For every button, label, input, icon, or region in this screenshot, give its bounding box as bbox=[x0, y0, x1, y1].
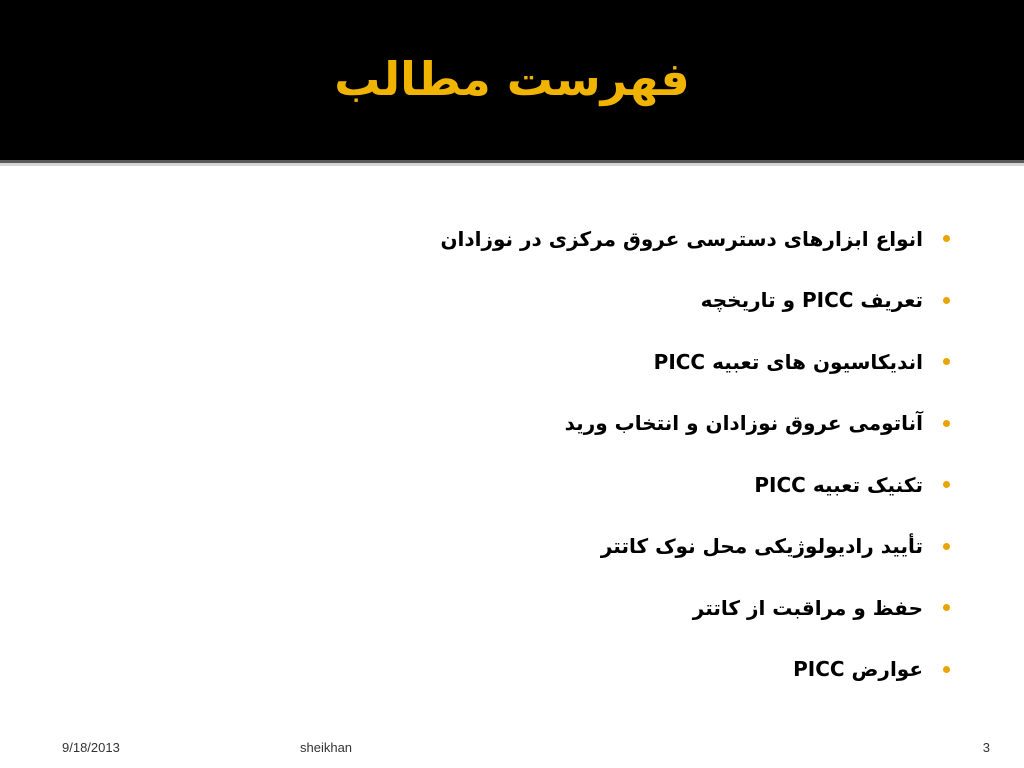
title-bar bbox=[0, 0, 1024, 160]
bullet-text: تعریف PICC و تاریخچه bbox=[700, 288, 923, 313]
bullet-item bbox=[350, 577, 950, 639]
bullet-dot-icon bbox=[943, 358, 950, 365]
bullet-dot-icon bbox=[943, 604, 950, 611]
bullet-dot-icon bbox=[943, 481, 950, 488]
bullet-text: عوارض PICC bbox=[793, 657, 923, 682]
bullet-item bbox=[350, 516, 950, 578]
bullet-text: تأیید رادیولوژیکی محل نوک کاتتر bbox=[600, 534, 923, 559]
bullet-text: حفظ و مراقبت از کاتتر bbox=[692, 595, 923, 620]
footer-author: sheikhan bbox=[300, 740, 353, 755]
footer-page-number: 3 bbox=[982, 740, 990, 755]
bullet-dot-icon bbox=[943, 235, 950, 242]
bullet-text: اندیکاسیون های تعبیه PICC bbox=[653, 349, 923, 374]
bullet-text: تکنیک تعبیه PICC bbox=[754, 472, 923, 497]
bullet-dot-icon bbox=[943, 297, 950, 304]
bullet-text: آناتومی عروق نوزادان و انتخاب ورید bbox=[564, 411, 923, 436]
bullet-dot-icon bbox=[943, 666, 950, 673]
bullet-item bbox=[350, 454, 950, 516]
slide-title: فهرست مطالب bbox=[334, 52, 690, 106]
bullet-item bbox=[350, 639, 950, 701]
bullet-text: انواع ابزارهای دسترسی عروق مرکزی در نوزادان bbox=[440, 226, 923, 251]
bullet-dot-icon bbox=[943, 543, 950, 550]
bullet-item bbox=[350, 331, 950, 393]
footer-date: 9/18/2013 bbox=[62, 740, 120, 755]
bullet-item bbox=[350, 393, 950, 455]
bullet-item bbox=[350, 208, 950, 270]
bullet-item bbox=[350, 270, 950, 332]
title-divider-highlight bbox=[0, 163, 1024, 166]
bullet-list bbox=[350, 208, 950, 700]
bullet-dot-icon bbox=[943, 420, 950, 427]
